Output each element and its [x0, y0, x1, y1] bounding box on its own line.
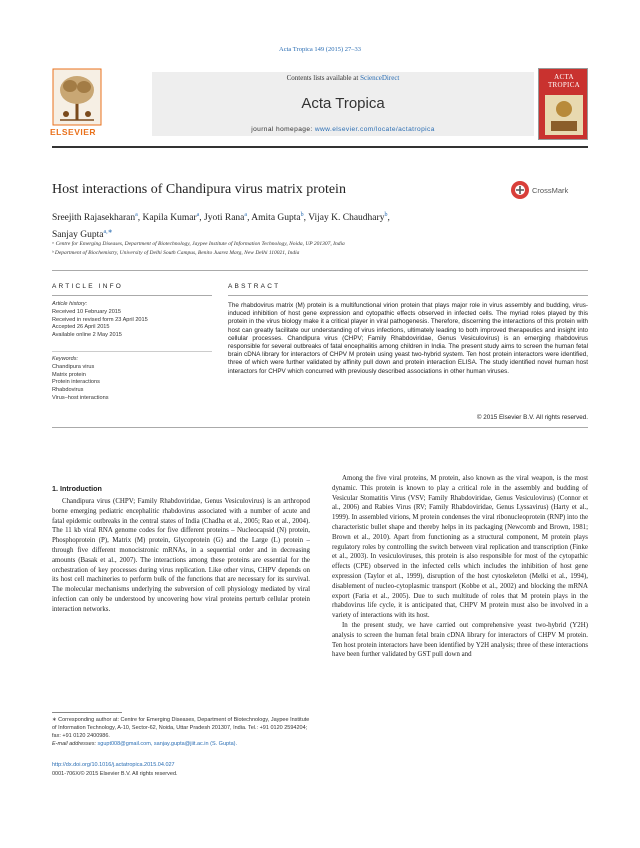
abstract-heading: ABSTRACT	[228, 283, 281, 290]
footnote-email-links[interactable]: sgupt008@gmail.com, sanjay.gupta@jiit.ac.in (S. Gupta).	[97, 741, 238, 747]
keyword-item: Virus–host interactions	[52, 394, 109, 401]
footnote-email-label: E-mail addresses:	[52, 741, 98, 747]
intro-paragraph-2: Among the five viral proteins, M protein, also known as the viral weapon, is the most dynamic. This protein is known to play a critical role in the assembly and budding of Vesicular Stomatitis Virus (VSV; Family Rhabdoviridae, Genus Vesiculovirus) (Connor et al., 2006) and Rabies Virus (RV; Family Rhabdoviridae, Genus Lyssavirus) (Harty et al., 1999). In assembled virions, M protein condenses the viral ribonucleoprotein (RNP) into the characteristic bullet shape and thereby helps in its packaging (Newcomb and Brown, 1981; Brown et al., 2010). Apart from functioning as a structural component, M protein plays regulatory roles by controlling the switch between viral replication and transcription (Finke et al., 2003). In vesiculoviruses, this protein is also responsible for most of the cytopathic effects (CPE) observed in the infected cells which includes the inhibition of host gene expression (Taylor et al., 1999), disruption of the host cytoskeleton (Melki et al., 1994), disablement of nucleo-cytoplasmic transport (Kobbe et al., 2002) and blocking the mRNA export (Faria et al., 2005). Due to such multitude of roles that M protein plays in the rhabdovirus life cycle, it is anticipated that, CHPV M protein must also be involved in a variety of interactions with its host.	[332, 475, 588, 620]
journal-citation[interactable]: Acta Tropica 149 (2015) 27–33	[279, 46, 361, 53]
affiliations	[52, 240, 552, 257]
author-affiliation-mark: a,∗	[103, 229, 113, 236]
journal-title: Acta Tropica	[301, 95, 385, 112]
crossmark-label: CrossMark	[532, 186, 569, 195]
abstract-rule	[228, 295, 588, 296]
article-info-heading: ARTICLE INFO	[52, 283, 124, 290]
homepage-link[interactable]: www.elsevier.com/locate/actatropica	[314, 126, 435, 133]
body-right-column	[332, 474, 588, 660]
crossmark-badge[interactable]	[510, 180, 590, 204]
author-vijay[interactable]: Vijay K. Chaudhary	[308, 213, 385, 224]
contents-line	[152, 74, 534, 82]
author-list: Sreejith Rajasekharan$^a$, Kapila Kumar$^a$, Jyoti Rana$^a$, Amita Gupta$^b$, Vijay K. Chaudhary$^b$, Sanjay Gupta$^{a,∗}$	[52, 212, 390, 241]
keyword-item: Chandipura virus	[52, 363, 95, 370]
sciencedirect-link[interactable]: ScienceDirect	[360, 74, 400, 82]
history-accepted: Accepted 26 April 2015	[52, 324, 110, 331]
history-received: Received 10 February 2015	[52, 308, 122, 315]
introduction-heading: 1. Introduction	[52, 484, 102, 493]
intro-paragraph-3: In the present study, we have carried out comprehensive yeast two-hybrid (Y2H) analysis to screen the human fetal brain cDNA library for interactors of CHPV M protein. Ten host protein interactors have been identified by Y2H analysis; three of these interactions have been further validated by GST pull down and	[332, 621, 588, 659]
author-sreejith[interactable]: Sreejith Rajasekharan	[52, 213, 136, 224]
author-affiliation-mark: a	[244, 212, 248, 218]
author-affiliation-mark: a	[135, 212, 138, 218]
body-left-column	[52, 497, 310, 615]
footnote-emails-line	[52, 740, 310, 748]
author-affiliation-mark: a	[196, 212, 200, 218]
article-history	[52, 301, 212, 340]
affiliation-b: ᵇ Department of Biochemistry, University of Delhi South Campus, Benito Juarez Marg, New Delhi 110021, India	[52, 249, 300, 256]
footnote-rule	[52, 712, 122, 713]
homepage-prefix: journal homepage:	[251, 126, 315, 133]
keyword-item: Rhabdovirus	[52, 387, 84, 394]
author-amita[interactable]: Amita Gupta	[251, 213, 301, 224]
author-affiliation-mark: b	[384, 212, 388, 218]
affiliation-a: ᵃ Centre for Emerging Diseases, Department of Biotechnology, Jaypee Institute of Information Technology, Noida, UP 201307, India	[52, 241, 345, 247]
abstract-text: The rhabdovirus matrix (M) protein is a multifunctional virion protein that plays major role in virus assembly and budding, virus-induced inhibition of host gene expression and cytopathic effects observed in infected cells. The myriad roles played by this protein in the virus biology make it a critical player in viral pathogenesis. Therefore, discerning the interactions of this protein with host can greatly facilitate our understanding of virus infections, ultimately leading to both improved therapeutics and insight into cellular processes. Chandipura virus (CHPV; Family Rhabdoviridae, Genus Vesiculovirus) is an emerging rhabdovirus responsible for several outbreaks of fatal encephalitis among children in India. The present study aims to screen the human fetal brain cDNA library for interactors of CHPV M protein using yeast two-hybrid system. Ten host protein interactors were identified, three of which were further validated by affinity pull down and protein interaction ELISA. The study identified novel human host interactors for CHPV which concurred with previously described associations in other human viruses.	[228, 302, 588, 375]
doi-link[interactable]: http://dx.doi.org/10.1016/j.actatropica.2015.04.027	[52, 762, 175, 768]
history-label: Article history:	[52, 301, 88, 307]
header-rule	[52, 146, 588, 148]
intro-paragraph-1: Chandipura virus (CHPV; Family Rhabdoviridae, Genus Vesiculovirus) is an arthropod borne emerging pediatric encephalitic rhabdovirus associated with a number of acute and fatal epidemic outbreaks in the central states of India (Chadha et al., 2005; Rao et al., 2004). The 11 kb viral RNA genome codes for five different proteins – Nucleocapsid (N) protein, Phosphoprotein (P), Matrix (M) protein, Glycoprotein (G) and the Large (L) protein – through five different monocistronic mRNAs, in a sequential order and in decreasing amounts (Basak et al., 2007). The interactions among these proteins are essential for the orchestration of key processes during virus replication. Like other virus, CHPV depends on its host cell machineries to perform bulk of the functions that are necessary for its survival. The molecular mechanisms underlying the subversion of cell physiology mediated by viral infection can only be understood by uncovering how viral proteins perturb cellular protein interaction networks.	[52, 498, 310, 613]
issn-line: 0001-706X/© 2015 Elsevier B.V. All rights reserved.	[52, 771, 178, 777]
abstract-bottom-rule	[52, 427, 588, 428]
elsevier-wordmark: ELSEVIER	[50, 127, 97, 137]
footnote-corresponding: ∗ Corresponding author at: Centre for Emerging Diseases, Department of Biotechnology, Jaypee Institute of Information Technology, A-10, Sector-62, Noida, Uttar Pradesh 201307, India. Tel.: +91 0120 2594204; fax: +91 0120 2400986.	[52, 717, 310, 739]
history-online: Available online 2 May 2015	[52, 332, 122, 339]
keywords-rule	[52, 351, 212, 352]
keyword-item: Matrix protein	[52, 371, 86, 378]
keywords-block	[52, 356, 212, 403]
elsevier-tree-logo-icon	[52, 68, 102, 136]
corresponding-author-footnote	[52, 716, 310, 748]
author-affiliation-mark: b	[300, 212, 304, 218]
author-jyoti[interactable]: Jyoti Rana	[204, 213, 245, 224]
crossmark-icon	[510, 180, 530, 202]
author-sanjay[interactable]: Sanjay Gupta	[52, 230, 104, 241]
keyword-item: Protein interactions	[52, 379, 100, 386]
cover-title: ACTA TROPICA	[547, 73, 581, 89]
affiliation-rule	[52, 270, 588, 271]
abstract-copyright: © 2015 Elsevier B.V. All rights reserved.	[476, 414, 588, 421]
article-info-rule	[52, 295, 212, 296]
history-revised: Received in revised form 23 April 2015	[52, 316, 148, 323]
contents-prefix: Contents lists available at	[286, 74, 361, 82]
cover-illustration-icon	[545, 95, 583, 135]
article-title: Host interactions of Chandipura virus matrix protein	[52, 182, 346, 197]
author-kapila[interactable]: Kapila Kumar	[142, 213, 197, 224]
keywords-label: Keywords:	[52, 356, 79, 362]
journal-banner	[52, 68, 588, 142]
journal-homepage-line	[152, 126, 534, 133]
journal-cover-image	[538, 68, 588, 140]
